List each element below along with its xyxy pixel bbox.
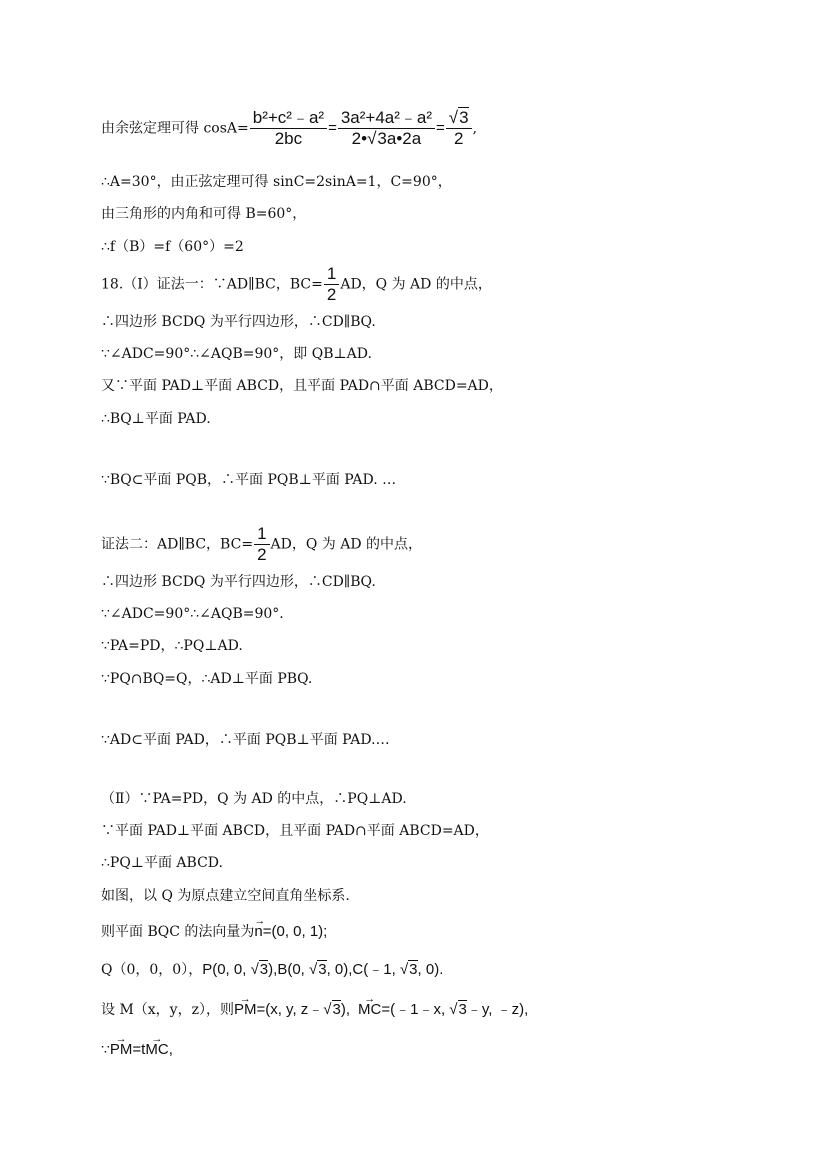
text-part: a•2a xyxy=(386,129,422,148)
sqrt-radicand: 3 xyxy=(377,129,387,148)
line-text: 18.（Ⅰ）证法一：∵AD∥BC，BC= xyxy=(101,276,323,293)
text-part: =(﹣1﹣x, xyxy=(381,1001,450,1018)
vector-relation-line xyxy=(101,1040,173,1060)
text-line: ∴四边形 BCDQ 为平行四边形，∴CD∥BQ. xyxy=(101,574,376,590)
fraction-numerator: b²+c²﹣a² xyxy=(250,108,327,129)
fraction xyxy=(446,108,472,149)
point-p: P(0, 0, √3), xyxy=(202,961,278,978)
sqrt-radicand: 3 xyxy=(332,1001,341,1018)
sqrt-sign: √3 xyxy=(323,1001,341,1018)
text-part: =t xyxy=(132,1041,146,1058)
line-text: AD，Q 为 AD 的中点， xyxy=(340,276,492,293)
fraction-denominator: 2 xyxy=(326,285,337,304)
text-line: ∵平面 PAD⊥平面 ABCD，且平面 PAD∩平面 ABCD=AD， xyxy=(101,823,489,839)
line-text: Q（0，0，0）， xyxy=(101,962,203,978)
fraction xyxy=(338,108,435,149)
text-line: 由三角形的内角和可得 B=60°， xyxy=(101,206,307,222)
vector-mc: → MC xyxy=(145,1040,168,1060)
line-text: ∵ xyxy=(101,1042,110,1058)
line-text: , xyxy=(472,120,478,137)
fraction xyxy=(250,108,327,149)
text-line: 如图，以 Q 为原点建立空间直角坐标系. xyxy=(101,888,350,904)
equals-sign: = xyxy=(328,119,337,137)
fraction-denominator: 2•√3a•2a xyxy=(351,129,422,148)
sqrt-radicand: 3 xyxy=(409,961,418,978)
vector-pm: → PM xyxy=(234,1000,257,1020)
vector-mc: → MC xyxy=(358,1000,381,1020)
text-line: ∵∠ADC=90°∴∠AQB=90°，即 QB⊥AD. xyxy=(101,346,372,362)
text-part: , 0), xyxy=(326,961,353,978)
text-part: B(0, xyxy=(277,961,309,978)
sqrt-sign: √3 xyxy=(449,1001,467,1018)
fraction-denominator: 2bc xyxy=(274,129,303,148)
text-part: ), xyxy=(268,961,278,978)
text-part: P(0, 0, xyxy=(202,961,251,978)
text-part: 2• xyxy=(351,129,368,148)
sqrt-radicand: 3 xyxy=(458,1001,467,1018)
text-line: ∴PQ⊥平面 ABCD. xyxy=(101,855,223,871)
coordinates-line xyxy=(101,960,443,980)
equals-sign: = xyxy=(436,119,445,137)
line-text: 则平面 BQC 的法向量为 xyxy=(101,924,255,940)
vector-value: =(0, 0, 1); xyxy=(262,923,328,940)
line-text: 由余弦定理可得 cosA= xyxy=(101,120,249,137)
line-text: 设 M（x，y，z），则 xyxy=(101,1002,234,1018)
vector-n: → n xyxy=(254,922,262,942)
text-part: , xyxy=(168,1041,173,1058)
proof-one-line xyxy=(101,264,492,305)
point-b: B(0, √3, 0), xyxy=(277,961,353,978)
fraction-numerator: √3 xyxy=(446,108,472,129)
fraction-denominator: 2 xyxy=(257,545,267,564)
fraction-numerator: 1 xyxy=(254,524,269,545)
cos-rule-line xyxy=(101,108,477,149)
sqrt-radicand: 3 xyxy=(459,108,469,127)
line-text: AD，Q 为 AD 的中点， xyxy=(270,536,423,553)
fraction xyxy=(324,264,339,305)
text-line: ∴BQ⊥平面 PAD. xyxy=(101,411,211,427)
fraction-numerator: 3a²+4a²﹣a² xyxy=(338,108,435,129)
proof-two-line xyxy=(101,524,422,565)
text-line: ∵AD⊂平面 PAD，∴平面 PQB⊥平面 PAD.… xyxy=(101,732,390,748)
text-line: ∵PQ∩BQ=Q，∴AD⊥平面 PBQ. xyxy=(101,671,313,687)
text-part: ), xyxy=(340,1001,351,1018)
text-part: C(﹣1, xyxy=(352,961,400,978)
text-line: ∵∠ADC=90°∴∠AQB=90°. xyxy=(101,606,284,622)
text-line: ∴f（B）=f（60°）=2 xyxy=(101,239,244,255)
point-c: C(﹣1, √3, 0). xyxy=(352,961,444,978)
sqrt-radicand: 3 xyxy=(259,961,269,978)
normal-vector-line xyxy=(101,922,327,942)
sqrt-radicand: 3 xyxy=(318,961,327,978)
vector-pm: → PM xyxy=(110,1040,133,1060)
line-text: 证法二：AD∥BC，BC= xyxy=(101,536,254,553)
fraction xyxy=(254,524,269,565)
text-line: ∴A=30°，由正弦定理可得 sinC=2sinA=1，C=90°， xyxy=(101,174,452,190)
fraction-denominator: 2 xyxy=(453,129,464,148)
text-part: ﹣y, ﹣z), xyxy=(466,1001,529,1018)
fraction-numerator: 1 xyxy=(324,264,339,285)
text-line: ∵PA=PD，∴PQ⊥AD. xyxy=(101,638,243,654)
text-part: , 0). xyxy=(417,961,444,978)
text-line: 又∵平面 PAD⊥平面 ABCD，且平面 PAD∩平面 ABCD=AD， xyxy=(101,378,503,394)
set-m-line xyxy=(101,1000,528,1020)
text-line: ∵BQ⊂平面 PQB，∴平面 PQB⊥平面 PAD. … xyxy=(101,472,397,488)
text-line: （Ⅱ）∵PA=PD，Q 为 AD 的中点，∴PQ⊥AD. xyxy=(101,791,407,807)
text-line: ∴四边形 BCDQ 为平行四边形，∴CD∥BQ. xyxy=(101,314,376,330)
text-part: =(x, y, z﹣ xyxy=(256,1001,324,1018)
